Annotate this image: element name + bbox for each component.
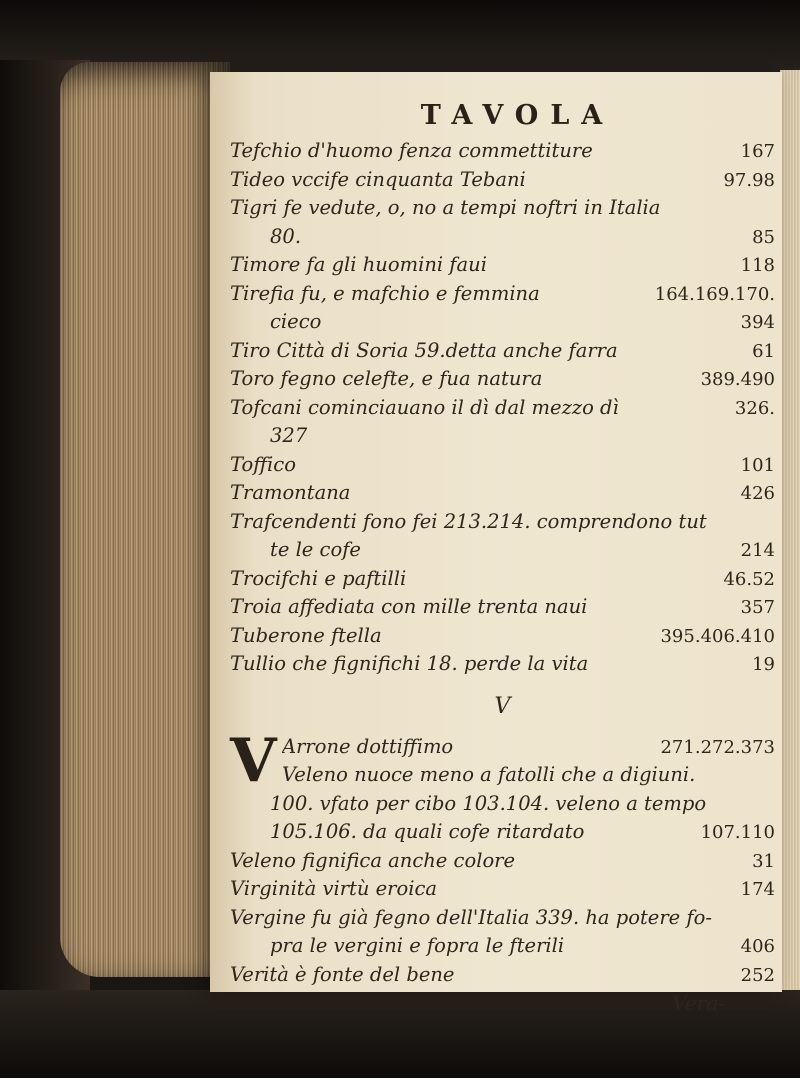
page-content [230,100,775,1017]
entry-text: Tullio che fignifichi 18. perde la vita [230,652,589,675]
entry-page-number: 46.52 [723,568,775,590]
entry-page-number: 164.169.170. [654,283,775,305]
index-entry [230,479,775,508]
entry-page-number: 167 [740,141,775,162]
entry-page-number: 357 [740,597,775,618]
index-entry [230,280,775,309]
dropcap-block [230,725,775,796]
index-entry [230,847,775,876]
entry-text: Tirefia fu, e mafchio e femmina [230,281,540,305]
entry-text: Toro fegno celefte, e fua natura [230,367,543,390]
index-entry [230,818,775,847]
entry-page-number: 97.98 [723,169,775,191]
entry-text: 105.106. da quali cofe ritardato [270,820,585,843]
entry-text: Timore fa gli huomini faui [230,253,487,276]
dropcap: V [230,725,277,796]
entry-page-number: 394 [740,312,775,333]
entry-text: pra le vergini e fopra le fterili [270,934,565,957]
entry-page-number: 118 [740,255,775,276]
index-entry [230,565,775,594]
book-page [210,72,782,1015]
index-entry [230,337,775,366]
entry-text: Trocifchi e paftilli [230,566,407,590]
entry-text: Tiro Città di Soria 59.detta anche farra [230,338,618,362]
entry-text: te le cofe [270,538,361,561]
entry-text: 327 [270,424,308,447]
index-entry [230,365,775,394]
entry-text: Tofcani cominciauano il dì dal mezzo dì [230,395,619,419]
index-entry [230,251,775,280]
entry-page-number: 31 [752,850,775,872]
entry-text: cieco [270,310,322,333]
index-entry [230,394,775,423]
entry-text: Trafcendenti fono fei 213.214. comprendono tut [230,509,707,533]
page-header: TAVOLA [420,100,615,131]
entry-text: Veleno fignifica anche colore [230,848,516,872]
entry-page-number: 326. [734,397,775,419]
entry-text: 100. vfato per cibo 103.104. veleno a tempo [270,791,707,815]
index-entry [230,790,775,819]
entry-text: Vergine fu già fegno dell'Italia 339. ha potere fo- [230,905,712,929]
entries-v-dropcap [230,725,775,796]
index-entry [230,194,775,223]
index-entry [230,308,775,337]
index-entry [230,451,775,480]
entry-page-number: 395.406.410 [660,625,775,647]
entry-page-number: 426 [740,483,775,504]
index-entry [230,508,775,537]
entry-page-number: 85 [752,226,775,248]
page-stack-left [60,62,230,977]
index-entry [230,875,775,904]
catchword: Vera- [672,991,725,1015]
entry-text: Verità è fonte del bene [230,962,455,986]
entry-text: Toffico [230,452,296,476]
entry-page-number: 19 [752,654,775,675]
index-entry [230,733,775,762]
entry-page-number: 389.490 [700,369,775,390]
entry-text: Virginità virtù eroica [230,877,438,900]
entry-text: 80. [270,224,302,248]
index-entry [230,650,775,679]
entry-page-number: 214 [740,540,775,561]
entry-page-number: 252 [740,964,775,986]
entry-page-number: 107.110 [700,822,775,843]
index-entry [230,223,775,252]
entry-text: Tideo vccife cinquanta Tebani [230,167,526,191]
entry-page-number: 406 [740,936,775,957]
index-entry [230,166,775,195]
entry-text: Veleno nuoce meno a fatolli che a digiuni. [282,763,696,786]
entry-page-number: 61 [752,340,775,362]
index-entry [230,622,775,651]
index-entry [230,932,775,961]
entries-t [230,137,775,679]
entry-text: Arrone dottiffimo [282,734,454,758]
index-entry [230,904,775,933]
index-entry [230,961,775,990]
index-entry [230,761,775,790]
entry-page-number: 271.272.373 [660,736,775,758]
section-letter: V [494,693,511,719]
index-entry [230,422,775,451]
entry-page-number: 174 [740,879,775,900]
index-entry [230,137,775,166]
page-edges-right [780,70,800,1000]
entry-page-number: 101 [740,454,775,476]
entry-text: Troia affediata con mille trenta naui [230,595,588,618]
index-entry [230,536,775,565]
entry-text: Tigri fe vedute, o, no a tempi noftri in Italia [230,196,661,219]
index-entry [230,593,775,622]
entry-text: Tuberone ftella [230,623,382,647]
entry-text: Tefchio d'huomo fenza commettiture [230,139,593,162]
entries-v [230,790,775,990]
entry-text: Tramontana [230,481,351,504]
